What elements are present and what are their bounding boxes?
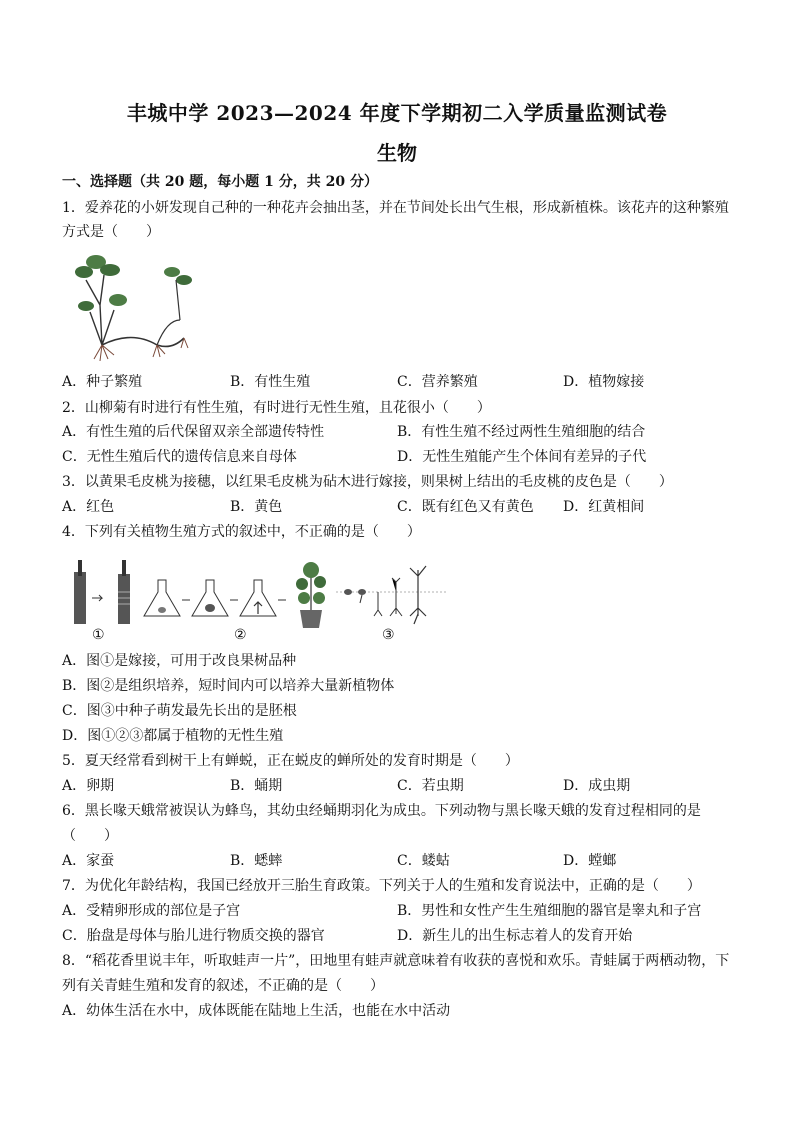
strawberry-plant-figure [72,250,202,362]
q5-option-d[interactable]: D．成虫期 [563,778,631,794]
q1-option-c[interactable]: C．营养繁殖 [397,374,478,390]
q5-option-a[interactable]: A．卵期 [62,778,115,794]
q1-option-d[interactable]: D．植物嫁接 [563,374,645,390]
q6-option-a[interactable]: A．家蚕 [62,853,115,869]
fig-label-1: ① [92,627,105,643]
q7-option-a[interactable]: A．受精卵形成的部位是子宫 [62,903,241,919]
question-7-stem: 7．为优化年龄结构，我国已经放开三胎生育政策。下列关于人的生殖和发育说法中，正确的是（ ） [62,878,701,894]
exam-title: 丰城中学 2023—2024 年度下学期初二入学质量监测试卷 [126,101,668,125]
q4-option-c[interactable]: C．图③中种子萌发最先长出的是胚根 [62,703,297,719]
fig-label-3: ③ [382,627,395,643]
question-8-stem: 8．“稻花香里说丰年，听取蛙声一片”，田地里有蛙声就意味着有收获的喜悦和欢乐。青蛙属于两栖动物，下 [62,953,730,969]
q5-option-b[interactable]: B．蛹期 [230,778,283,794]
q3-option-d[interactable]: D．红黄相间 [563,499,645,515]
question-4-stem: 4．下列有关植物生殖方式的叙述中，不正确的是（ ） [62,524,421,540]
q2-option-c[interactable]: C．无性生殖后代的遗传信息来自母体 [62,449,297,465]
q4-option-d[interactable]: D．图①②③都属于植物的无性生殖 [62,728,284,744]
q1-option-a[interactable]: A．种子繁殖 [62,374,143,390]
q5-option-c[interactable]: C．若虫期 [397,778,464,794]
q7-option-c[interactable]: C．胎盘是母体与胎儿进行物质交换的器官 [62,928,325,944]
q4-option-b[interactable]: B．图②是组织培养，短时间内可以培养大量新植物体 [62,678,395,694]
q1-option-b[interactable]: B．有性生殖 [230,374,311,390]
q7-option-d[interactable]: D．新生儿的出生标志着人的发育开始 [397,928,633,944]
q6-option-b[interactable]: B．蟋蟀 [230,853,283,869]
q3-option-a[interactable]: A．红色 [62,499,115,515]
q8-option-a[interactable]: A．幼体生活在水中，成体既能在陆地上生活，也能在水中活动 [62,1003,451,1019]
question-2-stem: 2．山柳菊有时进行有性生殖，有时进行无性生殖，且花很小（ ） [62,400,491,416]
q3-option-c[interactable]: C．既有红色又有黄色 [397,499,534,515]
subject-title: 生物 [377,141,417,165]
question-6-stem-cont: （ ） [62,828,118,844]
q6-option-c[interactable]: C．蝼蛄 [397,853,450,869]
question-1-stem-cont: 方式是（ ） [62,224,160,240]
question-8-stem-cont: 列有关青蛙生殖和发育的叙述，不正确的是（ ） [62,978,384,994]
q2-option-b[interactable]: B．有性生殖不经过两性生殖细胞的结合 [397,424,646,440]
q4-option-a[interactable]: A．图①是嫁接，可用于改良果树品种 [62,653,297,669]
q3-option-b[interactable]: B．黄色 [230,499,283,515]
question-5-stem: 5．夏天经常看到树干上有蝉蜕，正在蜕皮的蝉所处的发育时期是（ ） [62,753,519,769]
question-6-stem: 6．黑长喙天蛾常被误认为蜂鸟，其幼虫经蛹期羽化为成虫。下列动物与黑长喙天蛾的发育过程相同的是 [62,803,701,819]
fig-label-2: ② [234,627,247,643]
q7-option-b[interactable]: B．男性和女性产生生殖细胞的器官是睾丸和子宫 [397,903,702,919]
question-3-stem: 3．以黄果毛皮桃为接穗，以红果毛皮桃为砧木进行嫁接，则果树上结出的毛皮桃的皮色是（ ） [62,474,673,490]
q2-option-a[interactable]: A．有性生殖的后代保留双亲全部遗传特性 [62,424,325,440]
q2-option-d[interactable]: D．无性生殖能产生个体间有差异的子代 [397,449,647,465]
section-heading: 一、选择题（共 20 题，每小题 1 分，共 20 分） [62,174,378,190]
q6-option-d[interactable]: D．螳螂 [563,853,617,869]
question-1-stem: 1．爱养花的小妍发现自己种的一种花卉会抽出茎，并在节间处长出气生根，形成新植株。该花卉的这种繁殖 [62,200,729,216]
